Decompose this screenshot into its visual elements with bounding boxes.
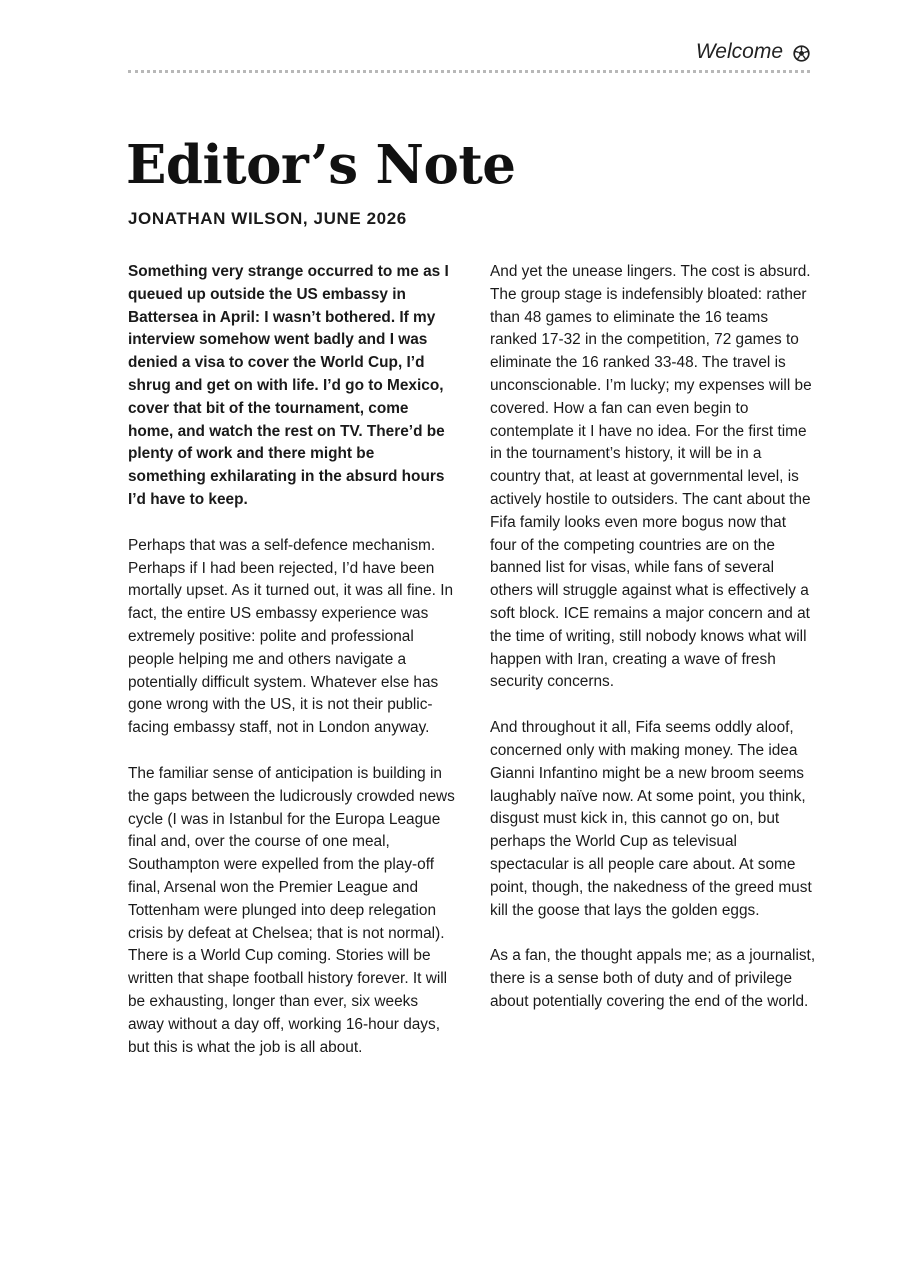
- page-header: [128, 40, 810, 74]
- lede-paragraph: Something very strange occurred to me as I queued up outside the US embassy in Battersea in April: I wasn’t bothered. If my interview somehow went badly and I was denied a visa to cover the World Cup, I’d shrug and get on with life. I’d go to Mexico, cover that bit of the tournament, come home, and watch the rest on TV. There’d be plenty of work and there might be something exhilarating in the absurd hours I’d have to keep.: [128, 263, 449, 508]
- section-label: [696, 40, 810, 64]
- article-title: Editor’s Note: [126, 134, 516, 196]
- body-paragraph: And throughout it all, Fifa seems oddly aloof, concerned only with making money. The idea Gianni Infantino might be a new broom seems laughably naïve now. At some point, you think, disgust must kick in, this cannot go on, but perhaps the World Cup as televisual spectacular is all people care about. At some point, though, the nakedness of the greed must kill the goose that lays the golden eggs.: [490, 719, 812, 919]
- article-column-left: [128, 261, 456, 1082]
- article-column-right: [490, 261, 816, 1037]
- article-byline: JONATHAN WILSON, JUNE 2026: [128, 209, 407, 228]
- football-icon: [793, 44, 810, 61]
- body-paragraph: The familiar sense of anticipation is building in the gaps between the ludicrously crowded news cycle (I was in Istanbul for the Europa League final and, over the course of one meal, Southampton were expelled from the play-off final, Arsenal won the Premier League and Tottenham were plunged into deep relegation crisis by defeat at Chelsea; that is not normal). There is a World Cup coming. Stories will be written that shape football history forever. It will be exhausting, longer than ever, six weeks away without a day off, working 16-hour days, but this is what the job is all about.: [128, 764, 455, 1056]
- body-paragraph: Perhaps that was a self-defence mechanism. Perhaps if I had been rejected, I’d have been mortally upset. As it turned out, it was all fine. In fact, the entire US embassy experience was extremely positive: polite and professional people helping me and others navigate a potentially difficult system. Whatever else has gone wrong with the US, it is not their public-facing embassy staff, not in London anyway.: [128, 536, 454, 737]
- header-divider: [128, 70, 810, 73]
- section-label-text: Welcome: [695, 40, 783, 63]
- body-paragraph: As a fan, the thought appals me; as a journalist, there is a sense both of duty and of privilege about potentially covering the end of the world.: [490, 947, 816, 1010]
- body-paragraph: And yet the unease lingers. The cost is absurd. The group stage is indefensibly bloated: rather than 48 games to eliminate the 16 teams ranked 17-32 in the competition, 72 games to eliminate the 16 ranked 33-48. The travel is unconscionable. I’m lucky; my expenses will be covered. How a fan can even begin to contemplate it I have no idea. For the first time in the tournament’s history, it will be in a country that, at least at governmental level, is actively hostile to outsiders. The cant about the Fifa family looks even more bogus now that four of the competing countries are on the banned list for visas, while fans of several others will struggle against what is effectively a soft block. ICE remains a major concern and at the time of writing, still nobody knows what will happen with Iran, creating a wave of fresh security concerns.: [490, 263, 812, 691]
